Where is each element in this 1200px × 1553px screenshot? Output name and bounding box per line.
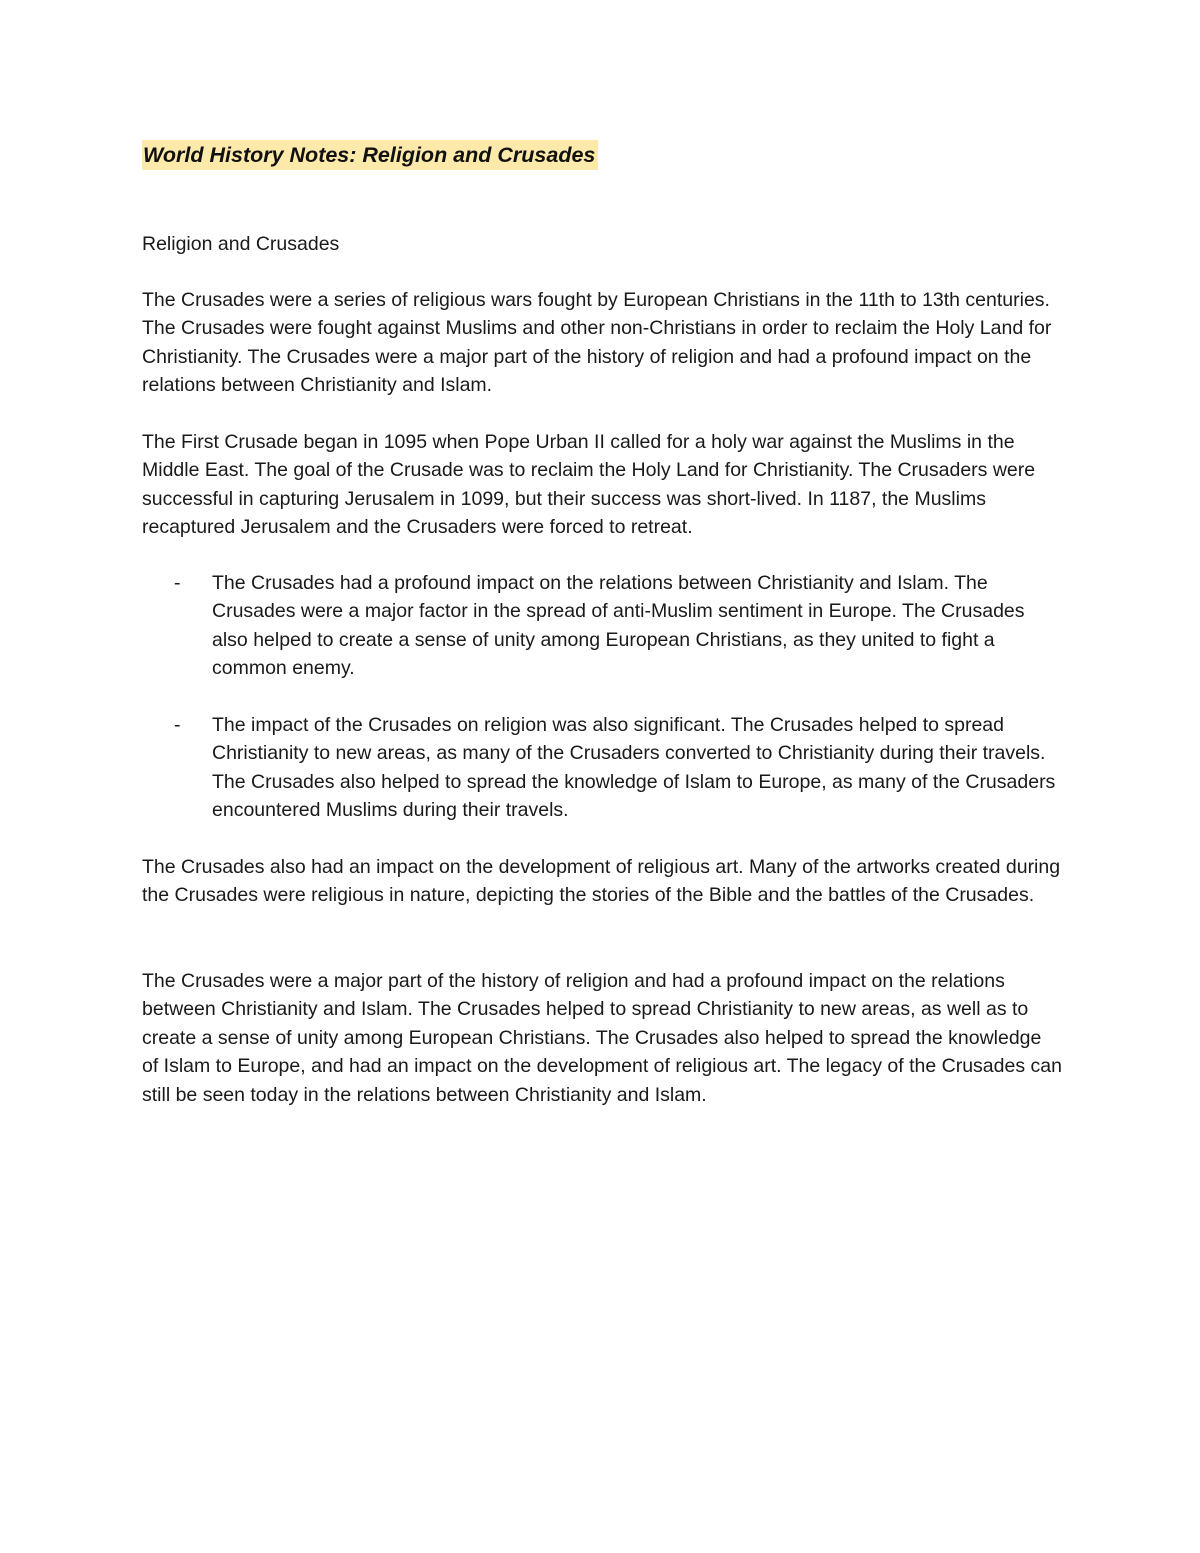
bullet-marker: - (174, 714, 181, 737)
bullet-marker: - (174, 572, 181, 594)
bullet-list (142, 569, 1062, 853)
paragraph-conclusion: The Crusades were a major part of the history of religion and had a profound impact on the relations between Christianity and Islam. The Crusades helped to spread Christianity to new areas, as well as to create a sense of unity among European Christians. The Crusades also helped to spread the knowledge of Islam to Europe, and had an impact on the development of religious art. The legacy of the Crusades can still be seen today in the relations between Christianity and Islam. (142, 970, 1062, 1106)
section-heading: Religion and Crusades (142, 233, 340, 255)
paragraph-religious-art: The Crusades also had an impact on the development of religious art. Many of the artworks created during the Crusades were religious in nature, depicting the stories of the Bible and the battles of the Crusades. (142, 856, 1061, 907)
document-title: World History Notes: Religion and Crusades (142, 140, 598, 170)
paragraph-crusades-overview: The Crusades were a series of religious wars fought by European Christians in the 11th to 13th centuries. The Crusades were fought against Muslims and other non-Christians in order to reclaim the Holy Land for Christianity. The Crusades were a major part of the history of religion and had a profound impact on the relations between Christianity and Islam. (142, 289, 1052, 397)
document-body (142, 140, 1062, 1106)
bullet-text: The impact of the Crusades on religion was also significant. The Crusades helped to spread Christianity to new areas, as many of the Crusaders converted to Christianity during their travels. The Crusades also helped to spread the knowledge of Islam to Europe, as many of the Crusaders encountered Muslims during their travels. (212, 714, 1056, 822)
paragraph-first-crusade: The First Crusade began in 1095 when Pope Urban II called for a holy war against the Muslims in the Middle East. The goal of the Crusade was to reclaim the Holy Land for Christianity. The Crusaders were successful in capturing Jerusalem in 1099, but their success was short-lived. In 1187, the Muslims recaptured Jerusalem and the Crusaders were forced to retreat. (142, 431, 1036, 539)
bullet-item (142, 569, 1062, 683)
bullet-text: The Crusades had a profound impact on the relations between Christianity and Islam. The Crusades were a major factor in the spread of anti-Muslim sentiment in Europe. The Crusades also helped to create a sense of unity among European Christians, as they united to fight a common enemy. (212, 572, 1025, 680)
bullet-item (142, 711, 1062, 825)
